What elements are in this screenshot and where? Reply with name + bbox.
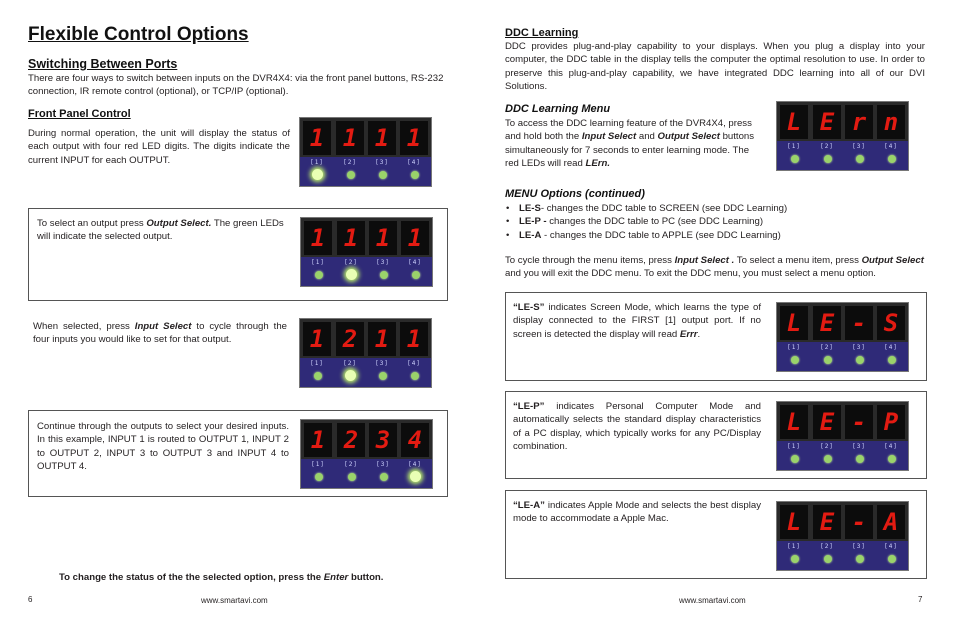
port-label: [1]	[310, 159, 324, 166]
port-label: [2]	[820, 443, 834, 450]
port-label: [4]	[884, 344, 898, 351]
output-select-box	[28, 208, 448, 301]
led-digit: 1	[368, 322, 396, 356]
port-label: [3]	[376, 259, 390, 266]
status-led	[314, 372, 322, 380]
status-led	[315, 271, 323, 279]
cycle-text: To cycle through the menu items, press Input Select . To select a menu item, press Output Select and you will exit the DDC menu. To exit the DDC menu, you must select a menu option.	[505, 255, 924, 280]
status-led	[346, 269, 357, 280]
led-digit: -	[845, 405, 873, 439]
status-led	[380, 271, 388, 279]
port-label: [4]	[408, 461, 422, 468]
led-digit: 1	[337, 221, 365, 255]
led-digit: -	[845, 306, 873, 340]
list-item: • LE-S- changes the DDC table to SCREEN (see DDC Learning)	[505, 202, 925, 215]
led-digit: A	[877, 505, 905, 539]
switching-heading: Switching Between Ports	[28, 57, 178, 71]
led-display	[776, 501, 909, 571]
led-digit: 1	[304, 221, 332, 255]
le-a-box	[505, 490, 927, 579]
front-panel-text: During normal operation, the unit will display the status of each output with four red LED digits. The digits indicate the current INPUT for each OUTPUT.	[28, 128, 290, 166]
port-label: [3]	[375, 360, 389, 367]
status-led	[791, 555, 799, 563]
le-p-box	[505, 391, 927, 479]
continue-text: Continue through the outputs to select your desired inputs. In this example, INPUT 1 is routed to OUTPUT 1, INPUT 2 to OUTPUT 2, INPUT 3 to OUTPUT 3 and INPUT 4 to OUTPUT 4.	[37, 421, 289, 472]
status-led	[824, 155, 832, 163]
led-display	[776, 401, 909, 471]
website-right: www.smartavi.com	[679, 596, 746, 605]
list-item: • LE-A - changes the DDC table to APPLE (see DDC Learning)	[505, 229, 925, 242]
status-led	[411, 171, 419, 179]
le-a-text: “LE-A” indicates Apple Mode and selects the best display mode to accommodate a Apple Mac.	[513, 500, 761, 525]
led-display	[299, 318, 432, 388]
port-label: [4]	[407, 360, 421, 367]
status-led	[312, 169, 323, 180]
status-led	[379, 372, 387, 380]
list-item: • LE-P - changes the DDC table to PC (see DDC Learning)	[505, 215, 925, 228]
status-led	[315, 473, 323, 481]
led-digit: 1	[369, 221, 397, 255]
port-label: [4]	[884, 443, 898, 450]
led-digit: 1	[401, 221, 429, 255]
status-led	[345, 370, 356, 381]
led-digit: 1	[400, 121, 428, 155]
port-label: [3]	[852, 543, 866, 550]
led-display	[299, 117, 432, 187]
led-digit: 4	[401, 423, 429, 457]
port-label: [1]	[787, 344, 801, 351]
port-label: [2]	[344, 461, 358, 468]
port-label: [1]	[311, 461, 325, 468]
ddc-menu-heading: DDC Learning Menu	[505, 103, 611, 115]
status-led	[824, 455, 832, 463]
led-digit: 1	[303, 322, 331, 356]
status-led	[856, 555, 864, 563]
port-label: [1]	[787, 443, 801, 450]
switching-text: There are four ways to switch between inputs on the DVR4X4: via the front panel buttons, RS-232 connection, IR remote control (optional), or TCP/IP (optional).	[28, 73, 444, 98]
website-left: www.smartavi.com	[201, 596, 268, 605]
port-label: [1]	[787, 143, 801, 150]
led-digit: n	[877, 105, 905, 139]
page-title: Flexible Control Options	[28, 24, 249, 45]
menu-options-list	[505, 202, 925, 242]
led-display	[300, 419, 433, 489]
port-label: [4]	[884, 543, 898, 550]
port-label: [1]	[310, 360, 324, 367]
led-digit: E	[813, 105, 841, 139]
port-label: [2]	[820, 344, 834, 351]
status-led	[888, 155, 896, 163]
port-label: [3]	[375, 159, 389, 166]
port-label: [3]	[852, 143, 866, 150]
page-number-left: 6	[28, 595, 33, 604]
port-label: [2]	[343, 360, 357, 367]
led-display	[776, 302, 909, 372]
ddc-text: DDC provides plug-and-play capability to your displays. When you plug a display into your computer, the DDC table in the display tells the computer the optimal resolution to use. In order to preserve this plug-and-play capability, we have integrated DDC learning into all of our DVI Solutions.	[505, 41, 925, 92]
status-led	[791, 455, 799, 463]
led-digit: 1	[400, 322, 428, 356]
status-led	[347, 171, 355, 179]
port-label: [3]	[852, 344, 866, 351]
led-digit: r	[845, 105, 873, 139]
status-led	[410, 471, 421, 482]
led-display	[300, 217, 433, 287]
enter-instruction: To change the status of the the selected option, press the Enter button.	[59, 572, 384, 583]
continue-box	[28, 410, 448, 497]
led-digit: 3	[369, 423, 397, 457]
port-label: [1]	[311, 259, 325, 266]
port-label: [1]	[787, 543, 801, 550]
menu-options-heading: MENU Options (continued)	[505, 188, 645, 200]
led-digit: -	[845, 505, 873, 539]
led-digit: 2	[337, 423, 365, 457]
le-s-box	[505, 292, 927, 381]
led-digit: 1	[304, 423, 332, 457]
port-label: [4]	[407, 159, 421, 166]
front-panel-heading: Front Panel Control	[28, 108, 131, 120]
led-digit: 1	[368, 121, 396, 155]
status-led	[888, 555, 896, 563]
ddc-heading: DDC Learning	[505, 27, 579, 39]
ddc-menu-text: To access the DDC learning feature of the DVR4X4, press and hold both the Input Select and Output Select buttons simultaneously for 7 seconds to enter learning mode. The red LEDs will read LErn.	[505, 118, 755, 169]
port-label: [2]	[343, 159, 357, 166]
output-select-text: To select an output press Output Select. The green LEDs will indicate the selected output.	[37, 218, 284, 243]
led-digit: L	[780, 105, 808, 139]
port-label: [4]	[884, 143, 898, 150]
status-led	[856, 356, 864, 364]
port-label: [3]	[852, 443, 866, 450]
led-display	[776, 101, 909, 171]
input-select-text: When selected, press Input Select to cycle through the four inputs you would like to set for that output.	[33, 321, 287, 346]
status-led	[379, 171, 387, 179]
port-label: [2]	[344, 259, 358, 266]
status-led	[411, 372, 419, 380]
led-digit: 1	[303, 121, 331, 155]
status-led	[412, 271, 420, 279]
port-label: [3]	[376, 461, 390, 468]
status-led	[380, 473, 388, 481]
page-number-right: 7	[918, 595, 923, 604]
le-s-text: “LE-S” indicates Screen Mode, which learns the type of display connected to the FIRST [1] output port. If no screen is detected the display will read Errr.	[513, 302, 761, 340]
le-p-text: “LE-P” indicates Personal Computer Mode and automatically selects the standard display characteristics of a PC display, which typically works for any PC/Display combination.	[513, 401, 761, 452]
led-digit: P	[877, 405, 905, 439]
status-led	[856, 455, 864, 463]
led-digit: E	[813, 306, 841, 340]
led-digit: S	[877, 306, 905, 340]
led-digit: 2	[336, 322, 364, 356]
status-led	[791, 356, 799, 364]
port-label: [4]	[408, 259, 422, 266]
led-digit: L	[780, 505, 808, 539]
status-led	[856, 155, 864, 163]
status-led	[888, 455, 896, 463]
led-digit: 1	[336, 121, 364, 155]
led-digit: E	[813, 405, 841, 439]
led-digit: E	[813, 505, 841, 539]
status-led	[888, 356, 896, 364]
led-digit: L	[780, 405, 808, 439]
status-led	[791, 155, 799, 163]
status-led	[824, 356, 832, 364]
status-led	[348, 473, 356, 481]
port-label: [2]	[820, 143, 834, 150]
port-label: [2]	[820, 543, 834, 550]
led-digit: L	[780, 306, 808, 340]
status-led	[824, 555, 832, 563]
